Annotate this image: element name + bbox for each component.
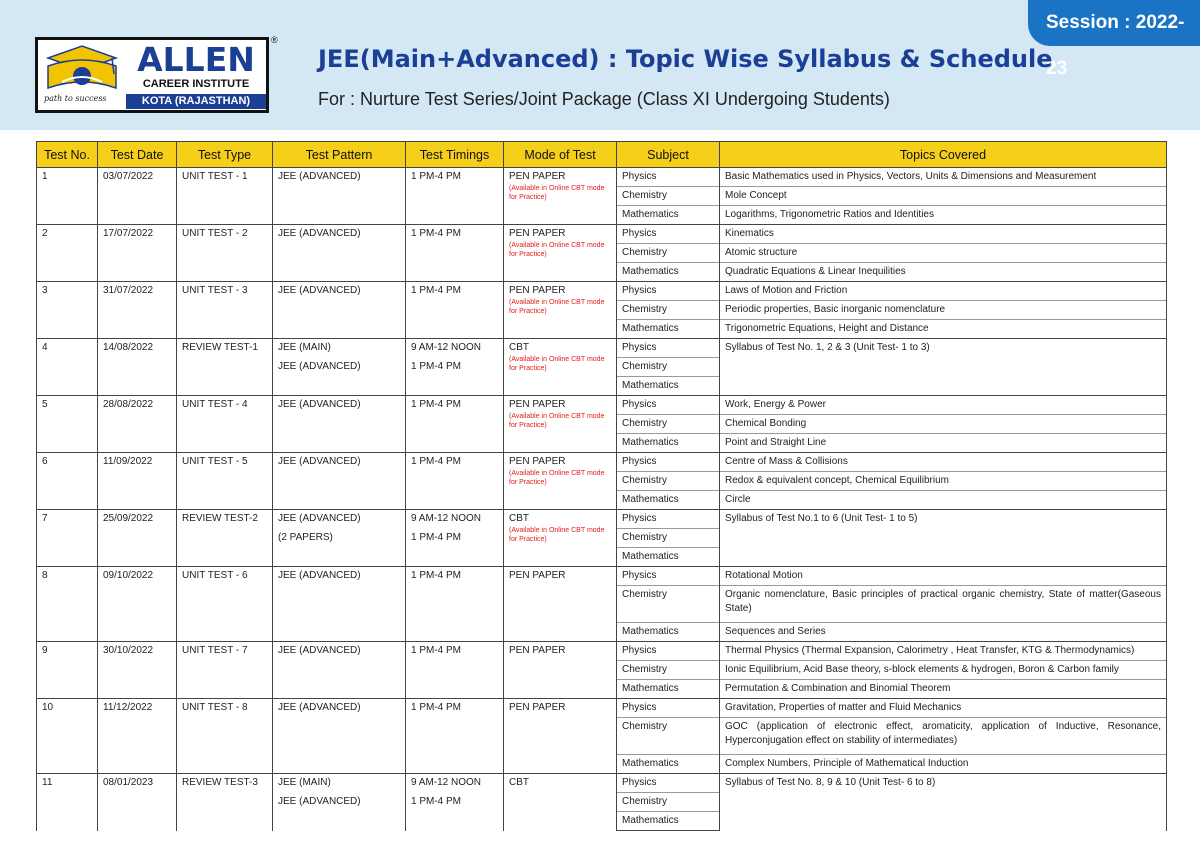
test-type-cell: UNIT TEST - 2 xyxy=(177,225,273,282)
subject-cell: Physics xyxy=(617,168,720,187)
table-row xyxy=(37,774,1167,793)
topics-cell: Laws of Motion and Friction xyxy=(720,282,1167,301)
col-test-date: Test Date xyxy=(98,142,177,168)
col-test-timings: Test Timings xyxy=(406,142,504,168)
topics-cell: Trigonometric Equations, Height and Distance xyxy=(720,320,1167,339)
topics-cell: Logarithms, Trigonometric Ratios and Identities xyxy=(720,206,1167,225)
subject-cell: Mathematics xyxy=(617,755,720,774)
mode-note: (Available in Online CBT mode for Practice) xyxy=(509,527,605,543)
allen-logo xyxy=(35,37,269,113)
test-type-cell: REVIEW TEST-3 xyxy=(177,774,273,831)
table-header-row xyxy=(37,142,1167,168)
topics-cell: Syllabus of Test No. 1, 2 & 3 (Unit Test- 1 to 3) xyxy=(720,339,1167,396)
mode-of-test-cell xyxy=(504,510,617,567)
mode-label: PEN PAPER xyxy=(509,702,566,713)
test-pattern-cell: (2 PAPERS) xyxy=(273,529,406,567)
test-no-cell: 6 xyxy=(37,453,98,510)
subject-cell: Physics xyxy=(617,339,720,358)
test-pattern-cell: JEE (ADVANCED) xyxy=(273,642,406,699)
topics-cell: Ionic Equilibrium, Acid Base theory, s-block elements & hydrogen, Boron & Carbon family xyxy=(720,661,1167,680)
mode-note: (Available in Online CBT mode for Practice) xyxy=(509,185,605,201)
test-timings-cell: 1 PM-4 PM xyxy=(406,567,504,642)
mode-note: (Available in Online CBT mode for Practice) xyxy=(509,242,605,258)
subject-cell: Chemistry xyxy=(617,244,720,263)
test-pattern-cell: JEE (ADVANCED) xyxy=(273,453,406,510)
test-type-cell: UNIT TEST - 4 xyxy=(177,396,273,453)
mode-note: (Available in Online CBT mode for Practice) xyxy=(509,356,605,372)
mode-note: (Available in Online CBT mode for Practice) xyxy=(509,470,605,486)
test-no-cell: 1 xyxy=(37,168,98,225)
topics-cell: Sequences and Series xyxy=(720,623,1167,642)
test-type-cell: UNIT TEST - 5 xyxy=(177,453,273,510)
mode-label: PEN PAPER xyxy=(509,456,566,467)
test-timings-cell: 1 PM-4 PM xyxy=(406,453,504,510)
test-timings-cell: 1 PM-4 PM xyxy=(406,168,504,225)
test-type-cell: REVIEW TEST-1 xyxy=(177,339,273,396)
registered-mark: ® xyxy=(271,35,278,45)
mode-label: CBT xyxy=(509,513,529,524)
test-date-cell: 31/07/2022 xyxy=(98,282,177,339)
subject-cell: Chemistry xyxy=(617,529,720,548)
subject-cell: Mathematics xyxy=(617,434,720,453)
topics-cell: Thermal Physics (Thermal Expansion, Calorimetry , Heat Transfer, KTG & Thermodynamics) xyxy=(720,642,1167,661)
test-type-cell: REVIEW TEST-2 xyxy=(177,510,273,567)
table-row xyxy=(37,396,1167,415)
test-timings-cell: 1 PM-4 PM xyxy=(406,282,504,339)
topics-cell: Mole Concept xyxy=(720,187,1167,206)
logo-tagline: path to success xyxy=(44,94,107,103)
test-pattern-cell: JEE (ADVANCED) xyxy=(273,358,406,396)
subject-cell: Physics xyxy=(617,510,720,529)
test-date-cell: 17/07/2022 xyxy=(98,225,177,282)
test-no-cell: 3 xyxy=(37,282,98,339)
table-row xyxy=(37,642,1167,661)
subject-cell: Chemistry xyxy=(617,301,720,320)
mode-of-test-cell xyxy=(504,396,617,453)
col-topics-covered: Topics Covered xyxy=(720,142,1167,168)
mode-label: PEN PAPER xyxy=(509,645,566,656)
mode-of-test-cell xyxy=(504,774,617,831)
mode-of-test-cell xyxy=(504,699,617,774)
mode-label: PEN PAPER xyxy=(509,570,566,581)
table-row xyxy=(37,699,1167,718)
topics-cell: Complex Numbers, Principle of Mathematical Induction xyxy=(720,755,1167,774)
topics-cell: Redox & equivalent concept, Chemical Equilibrium xyxy=(720,472,1167,491)
subject-cell: Chemistry xyxy=(617,187,720,206)
test-type-cell: UNIT TEST - 6 xyxy=(177,567,273,642)
test-timings-cell: 1 PM-4 PM xyxy=(406,793,504,831)
schedule-table xyxy=(36,141,1167,831)
topics-cell: Syllabus of Test No.1 to 6 (Unit Test- 1 to 5) xyxy=(720,510,1167,567)
test-pattern-cell: JEE (MAIN) xyxy=(273,774,406,793)
test-pattern-cell: JEE (ADVANCED) xyxy=(273,510,406,529)
subject-cell: Chemistry xyxy=(617,661,720,680)
logo-institute: CAREER INSTITUTE xyxy=(142,78,250,90)
mode-of-test-cell xyxy=(504,225,617,282)
subject-cell: Physics xyxy=(617,396,720,415)
test-no-cell: 7 xyxy=(37,510,98,567)
table-row xyxy=(37,282,1167,301)
topics-cell: GOC (application of electronic effect, aromaticity, application of Inductive, Resonance, Hyperconjugation effect on stability of intermediates) xyxy=(720,718,1167,755)
topics-cell: Organic nomenclature, Basic principles of practical organic chemistry, State of matter(Gaseous State) xyxy=(720,586,1167,623)
subject-cell: Mathematics xyxy=(617,377,720,396)
topics-cell: Rotational Motion xyxy=(720,567,1167,586)
page-subtitle: For : Nurture Test Series/Joint Package (Class XI Undergoing Students) xyxy=(318,89,890,109)
test-date-cell: 09/10/2022 xyxy=(98,567,177,642)
table-row xyxy=(37,339,1167,358)
mode-of-test-cell xyxy=(504,168,617,225)
test-timings-cell: 1 PM-4 PM xyxy=(406,396,504,453)
test-pattern-cell: JEE (MAIN) xyxy=(273,339,406,358)
subject-cell: Physics xyxy=(617,567,720,586)
test-no-cell: 8 xyxy=(37,567,98,642)
subject-cell: Chemistry xyxy=(617,415,720,434)
test-date-cell: 28/08/2022 xyxy=(98,396,177,453)
test-timings-cell: 9 AM-12 NOON xyxy=(406,774,504,793)
subject-cell: Mathematics xyxy=(617,320,720,339)
header-banner xyxy=(0,0,1200,130)
topics-cell: Gravitation, Properties of matter and Fluid Mechanics xyxy=(720,699,1167,718)
test-date-cell: 03/07/2022 xyxy=(98,168,177,225)
topics-cell: Basic Mathematics used in Physics, Vectors, Units & Dimensions and Measurement xyxy=(720,168,1167,187)
test-no-cell: 2 xyxy=(37,225,98,282)
mode-label: PEN PAPER xyxy=(509,399,566,410)
test-date-cell: 25/09/2022 xyxy=(98,510,177,567)
topics-cell: Work, Energy & Power xyxy=(720,396,1167,415)
test-type-cell: UNIT TEST - 1 xyxy=(177,168,273,225)
test-pattern-cell: JEE (ADVANCED) xyxy=(273,168,406,225)
test-no-cell: 11 xyxy=(37,774,98,831)
logo-city: KOTA (RAJASTHAN) xyxy=(126,94,266,109)
col-test-type: Test Type xyxy=(177,142,273,168)
subject-cell: Chemistry xyxy=(617,358,720,377)
subject-cell: Mathematics xyxy=(617,680,720,699)
mode-label: PEN PAPER xyxy=(509,228,566,239)
subject-cell: Physics xyxy=(617,225,720,244)
subject-cell: Chemistry xyxy=(617,472,720,491)
test-timings-cell: 1 PM-4 PM xyxy=(406,642,504,699)
test-type-cell: UNIT TEST - 8 xyxy=(177,699,273,774)
mode-label: CBT xyxy=(509,777,529,788)
topics-cell: Centre of Mass & Collisions xyxy=(720,453,1167,472)
subject-cell: Mathematics xyxy=(617,812,720,831)
mode-of-test-cell xyxy=(504,567,617,642)
col-mode-of-test: Mode of Test xyxy=(504,142,617,168)
test-timings-cell: 9 AM-12 NOON xyxy=(406,510,504,529)
topics-cell: Chemical Bonding xyxy=(720,415,1167,434)
logo-name: ALLEN xyxy=(137,40,255,79)
col-test-pattern: Test Pattern xyxy=(273,142,406,168)
table-row xyxy=(37,567,1167,586)
session-badge: Session : 2022-23 xyxy=(1028,0,1200,46)
table-row xyxy=(37,168,1167,187)
test-pattern-cell: JEE (ADVANCED) xyxy=(273,225,406,282)
topics-cell: Quadratic Equations & Linear Inequilities xyxy=(720,263,1167,282)
mode-of-test-cell xyxy=(504,282,617,339)
subject-cell: Mathematics xyxy=(617,263,720,282)
test-date-cell: 14/08/2022 xyxy=(98,339,177,396)
subject-cell: Chemistry xyxy=(617,586,720,623)
mode-label: PEN PAPER xyxy=(509,285,566,296)
test-date-cell: 11/12/2022 xyxy=(98,699,177,774)
subject-cell: Chemistry xyxy=(617,718,720,755)
mode-label: PEN PAPER xyxy=(509,171,566,182)
topics-cell: Circle xyxy=(720,491,1167,510)
test-no-cell: 9 xyxy=(37,642,98,699)
topics-cell: Permutation & Combination and Binomial Theorem xyxy=(720,680,1167,699)
subject-cell: Physics xyxy=(617,774,720,793)
topics-cell: Atomic structure xyxy=(720,244,1167,263)
mode-of-test-cell xyxy=(504,339,617,396)
table-row xyxy=(37,453,1167,472)
col-subject: Subject xyxy=(617,142,720,168)
table-row xyxy=(37,225,1167,244)
test-no-cell: 5 xyxy=(37,396,98,453)
topics-cell: Periodic properties, Basic inorganic nomenclature xyxy=(720,301,1167,320)
test-no-cell: 4 xyxy=(37,339,98,396)
test-pattern-cell: JEE (ADVANCED) xyxy=(273,567,406,642)
subject-cell: Mathematics xyxy=(617,548,720,567)
test-timings-cell: 1 PM-4 PM xyxy=(406,358,504,396)
mode-note: (Available in Online CBT mode for Practice) xyxy=(509,299,605,315)
test-timings-cell: 1 PM-4 PM xyxy=(406,225,504,282)
test-timings-cell: 9 AM-12 NOON xyxy=(406,339,504,358)
test-date-cell: 30/10/2022 xyxy=(98,642,177,699)
subject-cell: Mathematics xyxy=(617,491,720,510)
mode-of-test-cell xyxy=(504,453,617,510)
topics-cell: Syllabus of Test No. 8, 9 & 10 (Unit Test- 6 to 8) xyxy=(720,774,1167,831)
test-type-cell: UNIT TEST - 3 xyxy=(177,282,273,339)
test-type-cell: UNIT TEST - 7 xyxy=(177,642,273,699)
test-date-cell: 11/09/2022 xyxy=(98,453,177,510)
subject-cell: Physics xyxy=(617,699,720,718)
test-timings-cell: 1 PM-4 PM xyxy=(406,699,504,774)
subject-cell: Physics xyxy=(617,642,720,661)
col-test-no: Test No. xyxy=(37,142,98,168)
schedule-body xyxy=(37,168,1167,831)
topics-cell: Kinematics xyxy=(720,225,1167,244)
mode-of-test-cell xyxy=(504,642,617,699)
table-row xyxy=(37,510,1167,529)
test-pattern-cell: JEE (ADVANCED) xyxy=(273,699,406,774)
subject-cell: Chemistry xyxy=(617,793,720,812)
test-date-cell: 08/01/2023 xyxy=(98,774,177,831)
test-no-cell: 10 xyxy=(37,699,98,774)
subject-cell: Mathematics xyxy=(617,206,720,225)
subject-cell: Physics xyxy=(617,453,720,472)
topics-cell: Point and Straight Line xyxy=(720,434,1167,453)
test-pattern-cell: JEE (ADVANCED) xyxy=(273,396,406,453)
subject-cell: Physics xyxy=(617,282,720,301)
test-timings-cell: 1 PM-4 PM xyxy=(406,529,504,567)
mode-note: (Available in Online CBT mode for Practice) xyxy=(509,413,605,429)
mode-label: CBT xyxy=(509,342,529,353)
test-pattern-cell: JEE (ADVANCED) xyxy=(273,793,406,831)
page-title: JEE(Main+Advanced) : Topic Wise Syllabus & Schedule xyxy=(318,45,1053,73)
test-pattern-cell: JEE (ADVANCED) xyxy=(273,282,406,339)
subject-cell: Mathematics xyxy=(617,623,720,642)
